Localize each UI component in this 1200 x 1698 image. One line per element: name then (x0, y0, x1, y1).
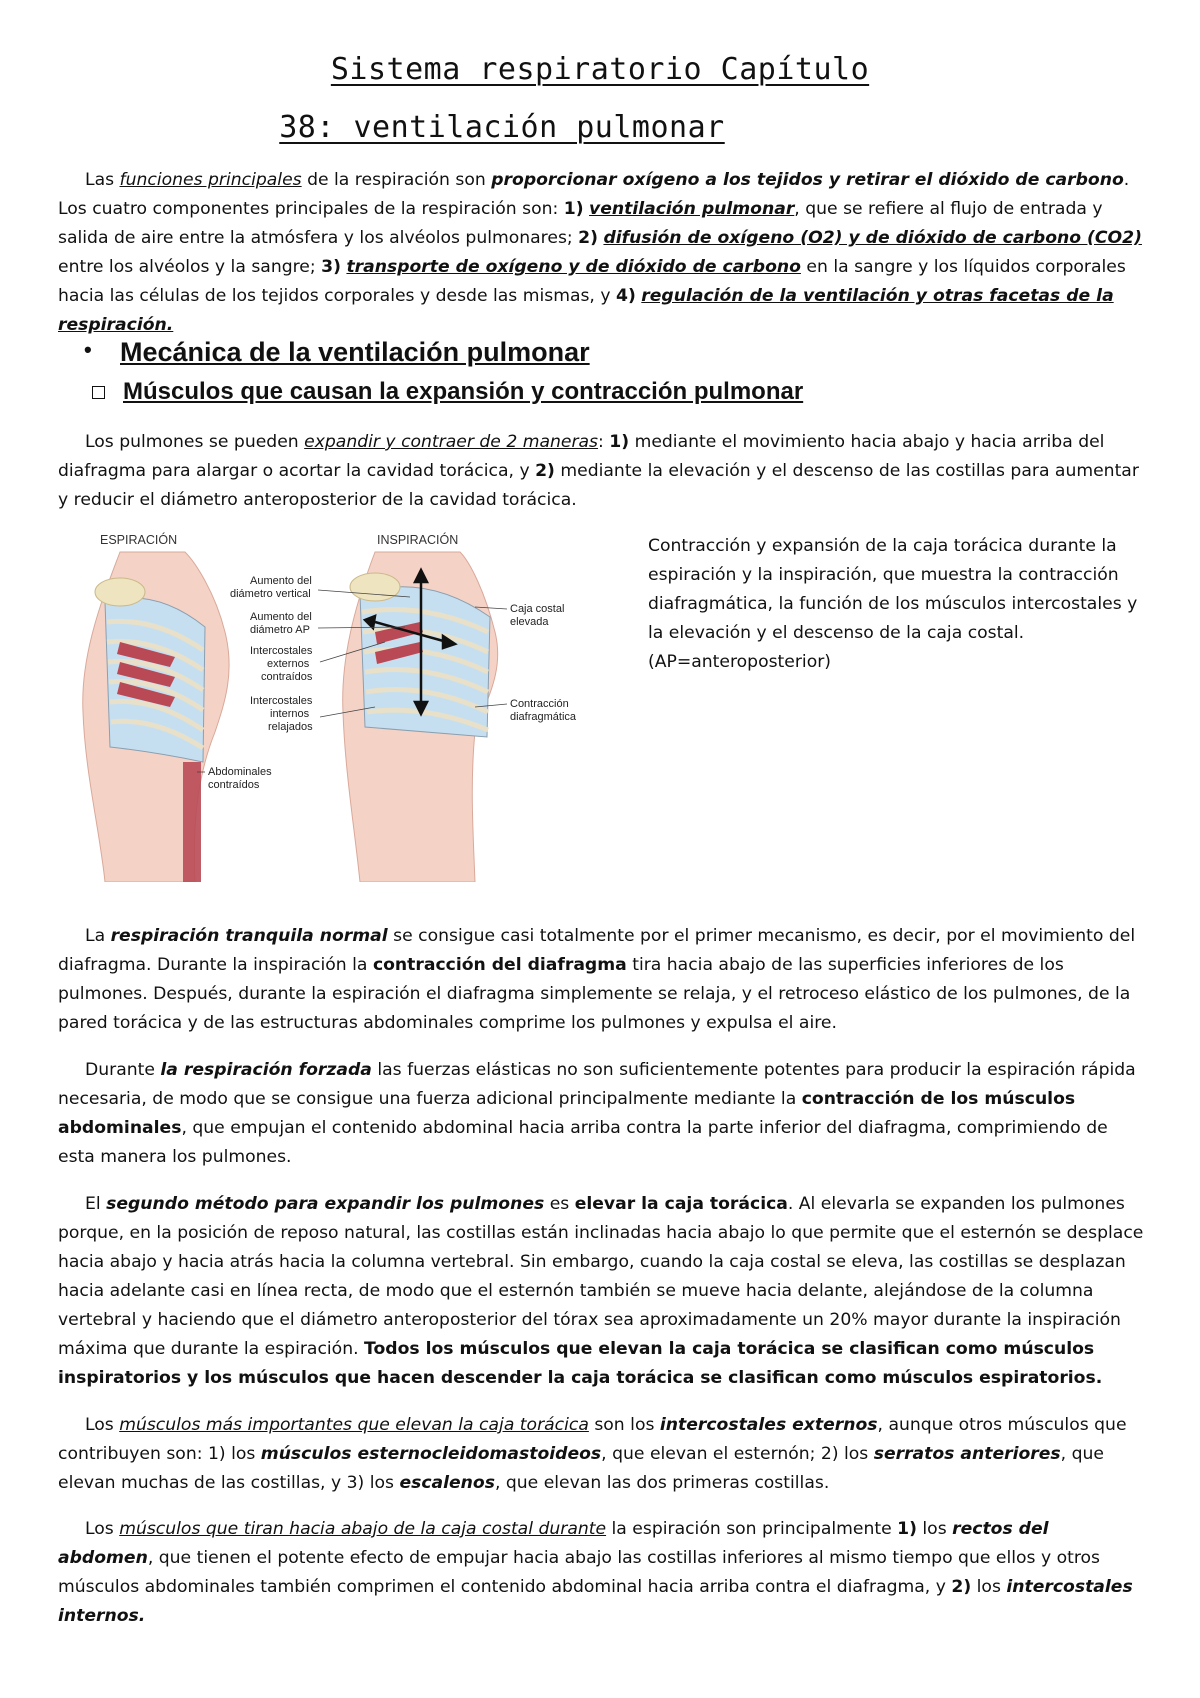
checkbox-bullet-icon (92, 386, 105, 399)
label-ext-2: externos (267, 658, 310, 670)
page-title-line-2: 38: ventilación pulmonar (279, 110, 725, 145)
label-int-3: relajados (268, 721, 313, 733)
right-ribcage (360, 587, 490, 737)
label-cage-2: elevada (510, 616, 549, 628)
abdominal-muscles (183, 762, 201, 882)
label-ext-1: Intercostales (250, 645, 313, 657)
label-diaph-1: Contracción (510, 698, 569, 710)
depressor-muscles-paragraph: Los músculos que tiran hacia abajo de la caja costal durante la espiración son principalmente 1) los rectos del abdomen, que tienen el potente efecto de empujar hacia abajo las costillas inferiores al mismo tiempo que ellos y otros músculos abdominales también comprimen el contenido abdominal hacia arriba contra el diafragma, y 2) los intercostales internos. (58, 1519, 1133, 1626)
label-diaph-2: diafragmática (510, 711, 577, 723)
label-abd-1: Abdominales (208, 766, 272, 778)
forced-breathing-paragraph: Durante la respiración forzada las fuerzas elásticas no son suficientemente potentes para producir la espiración rápida necesaria, de modo que se consigue una fuerza adicional principalmente mediante la contracción de los músculos abdominales, que empujan el contenido abdominal hacia arriba contra la parte inferior del diafragma, comprimiendo de esta manera los pulmones. (58, 1060, 1136, 1167)
label-abd-2: contraídos (208, 779, 260, 791)
label-vertical-1: Aumento del (250, 575, 312, 587)
label-cage-1: Caja costal (510, 603, 565, 615)
section-heading: • Mecánica de la ventilación pulmonar (84, 337, 590, 367)
elevator-muscles-paragraph: Los músculos más importantes que elevan la caja torácica son los intercostales externos, aunque otros músculos que contribuyen son: 1) los músculos esternocleidomastoideos, que elevan el esternón; 2) los serratos anteriores, que elevan muchas de las costillas, y 3) los escalenos, que elevan las dos primeras costillas. (58, 1415, 1127, 1493)
label-ap-2: diámetro AP (250, 624, 310, 636)
label-int-1: Intercostales (250, 695, 313, 707)
label-ap-1: Aumento del (250, 611, 312, 623)
label-int-2: internos (270, 708, 310, 720)
figure-caption: Contracción y expansión de la caja torácica durante la espiración y la inspiración, que muestra la contracción diafragmática, la función de los músculos intercostales y la elevación y el descenso de la caja costal. (AP=anteroposterior) (648, 536, 1138, 672)
figure-title-expiration: ESPIRACIÓN (100, 533, 178, 547)
second-method-paragraph: El segundo método para expandir los pulmones es elevar la caja torácica. Al elevarla se expanden los pulmones porque, en la posición de reposo natural, las costillas están inclinadas hacia abajo lo que permite que el esternón se desplace hacia abajo y hacia atrás hacia la columna vertebral. Sin embargo, cuando la caja costal se eleva, las costillas se desplazan hacia adelante casi en línea recta, de modo que el esternón también se mueve hacia delante, alejándose de la columna vertebral y haciendo que el diámetro anteroposterior del tórax sea aproximadamente un 20% mayor durante la inspiración máxima que durante la espiración. Todos los músculos que elevan la caja torácica se clasifican como músculos inspiratorios y los músculos que hacen descender la caja torácica se clasifican como músculos espiratorios. (58, 1194, 1144, 1388)
intro-paragraph: Las funciones principales de la respiración son proporcionar oxígeno a los tejidos y retirar el dióxido de carbono. Los cuatro componentes principales de la respiración son: 1) ventilación pulmonar, que se refiere al flujo de entrada y salida de aire entre la atmósfera y los alvéolos pulmonares; 2) difusión de oxígeno (O2) y de dióxido de carbono (CO2) entre los alvéolos y la sangre; 3) transporte de oxígeno y de dióxido de carbono en la sangre y los líquidos corporales hacia las células de los tejidos corporales y desde las mismas, y 4) regulación de la ventilación y otras facetas de la respiración. (58, 170, 1142, 335)
subsection-heading: Músculos que causan la expansión y contracción pulmonar (92, 378, 803, 406)
label-ext-3: contraídos (261, 671, 313, 683)
mechanics-paragraph: Los pulmones se pueden expandir y contraer de 2 maneras: 1) mediante el movimiento hacia abajo y hacia arriba del diafragma para alargar o acortar la cavidad torácica, y 2) mediante la elevación y el descenso de las costillas para aumentar y reducir el diámetro anteroposterior de la cavidad torácica. (58, 432, 1139, 510)
left-ribcage (105, 598, 205, 762)
label-vertical-2: diámetro vertical (230, 588, 311, 600)
breathing-mechanics-figure (75, 532, 635, 882)
figure-title-inspiration: INSPIRACIÓN (377, 533, 459, 547)
page-title-line-1: Sistema respiratorio Capítulo (330, 52, 870, 87)
quiet-breathing-paragraph: La respiración tranquila normal se consigue casi totalmente por el primer mecanismo, es decir, por el movimiento del diafragma. Durante la inspiración la contracción del diafragma tira hacia abajo de las superficies inferiores de los pulmones. Después, durante la espiración el diafragma simplemente se relaja, y el retroceso elástico de los pulmones, de la pared torácica y de las estructuras abdominales comprime los pulmones y expulsa el aire. (58, 926, 1136, 1033)
